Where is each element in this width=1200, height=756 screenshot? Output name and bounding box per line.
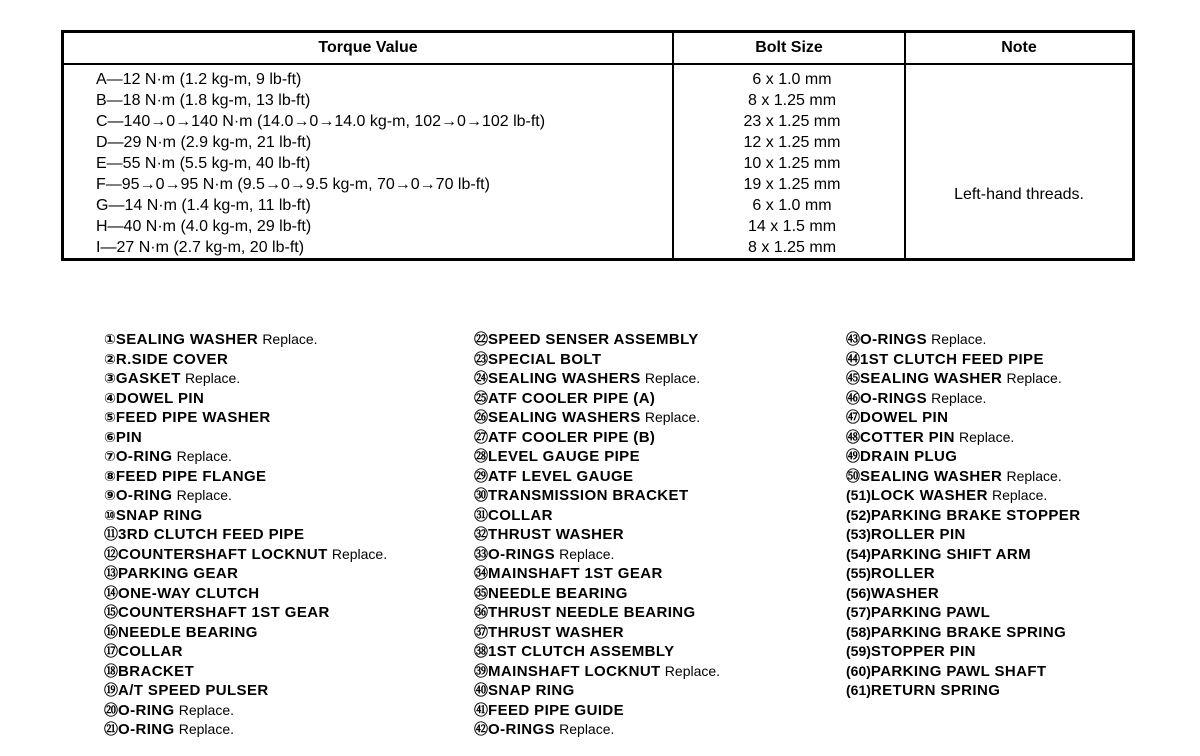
legend-item-number: ㉝ (474, 545, 488, 562)
legend-item (846, 369, 1080, 389)
legend-item (474, 584, 720, 604)
legend-item-number: ③ (104, 370, 116, 386)
legend-item-part-name: 1ST CLUTCH FEED PIPE (860, 350, 1044, 368)
legend-item-number: ㉓ (474, 350, 488, 367)
legend-item (846, 623, 1080, 643)
legend-item-part-name: BRACKET (118, 662, 195, 680)
legend-item-number: ⑲ (104, 682, 118, 698)
legend-item-number: ㉑ (104, 721, 118, 737)
legend-item (846, 584, 1080, 604)
legend-item-note: Replace. (931, 331, 987, 347)
legend-item-number: ㊲ (474, 623, 488, 640)
legend-item (474, 642, 720, 662)
legend-item (474, 447, 720, 467)
legend-item-part-name: O-RINGS (860, 331, 927, 348)
legend-item (104, 408, 387, 428)
legend-item-number: (57) (846, 604, 871, 620)
legend-item-number: ㊳ (474, 643, 488, 659)
bolt-size-row: 12 x 1.25 mm (743, 134, 841, 151)
legend-item-part-name: MAINSHAFT 1ST GEAR (488, 565, 663, 582)
parts-legend-column-3 (846, 330, 1080, 701)
legend-item (104, 603, 387, 623)
legend-item-part-name: FEED PIPE WASHER (115, 409, 271, 426)
legend-item-number: ㊹ (846, 350, 860, 367)
legend-item (104, 428, 387, 448)
legend-item (474, 428, 720, 448)
legend-item-number: ⑫ (104, 545, 118, 562)
torque-value-row: I—27 N·m (2.7 kg-m, 20 lb-ft) (96, 239, 305, 256)
legend-item-part-name: ONE-WAY CLUTCH (118, 584, 260, 602)
legend-item-part-name: THRUST WASHER (488, 526, 625, 543)
legend-item-number: ㊺ (846, 370, 860, 386)
parts-legend-column-2 (474, 330, 720, 740)
legend-item-number: ㉖ (474, 409, 488, 425)
legend-item (474, 330, 720, 350)
torque-value-list (64, 65, 672, 258)
legend-item-number: ㉜ (474, 526, 488, 542)
torque-value-row: D—29 N·m (2.9 kg-m, 21 lb-ft) (96, 134, 312, 151)
legend-item-note: Replace. (644, 409, 701, 425)
legend-item-number: (56) (846, 584, 871, 601)
legend-item-note: Replace. (991, 487, 1048, 503)
legend-item-number: ㊴ (474, 662, 488, 679)
legend-item (104, 584, 387, 604)
legend-item (104, 330, 387, 350)
legend-item-number: ㊵ (474, 682, 488, 698)
legend-item-number: ⑳ (104, 701, 118, 718)
torque-table (61, 30, 1135, 261)
legend-item-part-name: O-RINGS (860, 389, 927, 407)
legend-item-note: Replace. (176, 448, 232, 464)
legend-item (104, 467, 387, 487)
note-cell (905, 64, 1134, 260)
header-note: Note (905, 32, 1134, 65)
legend-item (474, 720, 720, 740)
legend-item-part-name: GASKET (115, 370, 181, 387)
legend-item (474, 389, 720, 409)
legend-item-part-name: RETURN SPRING (870, 682, 1001, 699)
legend-item-number: (60) (846, 662, 871, 679)
bolt-size-row: 10 x 1.25 mm (743, 155, 841, 172)
legend-item-part-name: NEEDLE BEARING (488, 584, 628, 602)
legend-item (474, 681, 720, 701)
legend-item (474, 623, 720, 643)
legend-item-number: ㉘ (474, 448, 488, 464)
legend-item-part-name: DOWEL PIN (115, 389, 205, 407)
legend-item (846, 389, 1080, 409)
torque-value-row: G—14 N·m (1.4 kg-m, 11 lb-ft) (96, 197, 311, 214)
legend-item-note: Replace. (1006, 370, 1062, 386)
legend-item (474, 506, 720, 526)
legend-item-number: (61) (846, 682, 871, 698)
torque-table-body-row (63, 64, 1134, 260)
legend-item (474, 603, 720, 623)
legend-item-part-name: NEEDLE BEARING (118, 623, 258, 641)
legend-item-part-name: PARKING BRAKE STOPPER (870, 506, 1081, 524)
legend-item-note: Replace. (1006, 467, 1062, 484)
legend-item-number: ⑧ (104, 467, 116, 484)
legend-item (846, 330, 1080, 350)
legend-item-number: ⑦ (104, 448, 116, 464)
legend-item (846, 486, 1080, 506)
legend-item-number: (59) (846, 643, 871, 659)
legend-item (474, 486, 720, 506)
legend-item-number: ① (104, 331, 116, 347)
legend-item-note: Replace. (931, 389, 987, 406)
legend-item-number: ㊽ (846, 428, 860, 445)
legend-item-part-name: O-RING (118, 701, 175, 719)
bolt-size-row: 6 x 1.0 mm (752, 197, 832, 214)
legend-item-part-name: SEALING WASHER (860, 370, 1003, 387)
bolt-size-row: 14 x 1.5 mm (747, 218, 837, 235)
legend-item-number: ㊻ (846, 389, 860, 406)
legend-item (846, 467, 1080, 487)
legend-item-number: ㊶ (474, 701, 488, 718)
torque-value-row: F—95→0→95 N·m (9.5→0→9.5 kg-m, 70→0→70 lb-ft) (96, 176, 490, 193)
legend-item-part-name: ATF LEVEL GAUGE (488, 467, 634, 485)
legend-item-part-name: FEED PIPE FLANGE (115, 467, 267, 485)
legend-item-number: ㊿ (846, 467, 860, 484)
bolt-size-row: 8 x 1.25 mm (747, 239, 837, 256)
legend-item (846, 350, 1080, 370)
legend-item (474, 564, 720, 584)
legend-item-note: Replace. (184, 370, 241, 386)
legend-item-number: ㉗ (474, 428, 488, 445)
legend-item (104, 506, 387, 526)
legend-item (104, 623, 387, 643)
legend-item-number: ⑮ (104, 604, 118, 620)
bolt-size-list (674, 65, 904, 258)
legend-item-part-name: O-RING (118, 721, 175, 738)
header-torque-value: Torque Value (63, 32, 674, 65)
legend-item-part-name: DOWEL PIN (860, 409, 949, 426)
legend-item (104, 662, 387, 682)
legend-item-part-name: COTTER PIN (860, 428, 955, 446)
torque-value-row: A—12 N·m (1.2 kg-m, 9 lb-ft) (96, 71, 302, 88)
legend-item (474, 350, 720, 370)
torque-value-row: H—40 N·m (4.0 kg-m, 29 lb-ft) (96, 218, 312, 235)
torque-value-cell (63, 64, 674, 260)
legend-item (104, 525, 387, 545)
legend-item (104, 564, 387, 584)
legend-item-note: Replace. (559, 721, 615, 737)
legend-item-part-name: ROLLER (870, 565, 935, 582)
torque-value-row: C—140→0→140 N·m (14.0→0→14.0 kg-m, 102→0→102 lb-ft) (96, 113, 546, 130)
legend-item-number: ⑯ (104, 623, 118, 640)
legend-item (104, 701, 387, 721)
legend-item-part-name: SEALING WASHERS (488, 409, 641, 426)
legend-item (846, 642, 1080, 662)
legend-item (474, 408, 720, 428)
legend-item-number: (58) (846, 623, 871, 640)
legend-item (474, 369, 720, 389)
torque-value-row: E—55 N·m (5.5 kg-m, 40 lb-ft) (96, 155, 311, 172)
legend-item-number: ⑪ (104, 526, 118, 542)
bolt-size-row: 6 x 1.0 mm (752, 71, 832, 88)
legend-item-number: ⑥ (104, 428, 116, 445)
legend-item-part-name: O-RINGS (488, 545, 555, 563)
legend-item-number: ㉞ (474, 565, 488, 581)
legend-item (846, 681, 1080, 701)
legend-item-part-name: R.SIDE COVER (115, 350, 229, 368)
legend-item-part-name: FEED PIPE GUIDE (488, 701, 625, 719)
legend-item-number: ⑬ (104, 565, 118, 581)
legend-item-number: ㉔ (474, 370, 488, 386)
legend-item (846, 447, 1080, 467)
legend-item-number: ④ (104, 389, 116, 406)
legend-item-number: ⑨ (104, 487, 116, 503)
legend-item (104, 447, 387, 467)
legend-item-part-name: 1ST CLUTCH ASSEMBLY (488, 643, 675, 660)
legend-item-part-name: TRANSMISSION BRACKET (488, 487, 689, 504)
legend-item (846, 506, 1080, 526)
bolt-size-row: 19 x 1.25 mm (743, 176, 841, 193)
legend-item-part-name: COUNTERSHAFT 1ST GEAR (118, 604, 330, 621)
legend-item (474, 467, 720, 487)
legend-item (474, 701, 720, 721)
legend-item-number: ⑰ (104, 643, 118, 659)
legend-item-number: ㉒ (474, 331, 488, 347)
legend-item-note: Replace. (262, 331, 318, 347)
legend-item (104, 545, 387, 565)
legend-item-part-name: O-RING (115, 448, 173, 465)
legend-item-part-name: PARKING BRAKE SPRING (870, 623, 1067, 641)
legend-item-part-name: PARKING PAWL SHAFT (870, 662, 1047, 680)
torque-table-header-row (63, 32, 1134, 65)
legend-item-number: ㉚ (474, 487, 488, 503)
legend-item-part-name: ATF COOLER PIPE (A) (488, 389, 656, 407)
legend-item-note: Replace. (664, 662, 721, 679)
legend-item-number: ㉛ (474, 506, 488, 523)
legend-item-note: Replace. (959, 428, 1015, 445)
legend-item (474, 545, 720, 565)
legend-item (104, 720, 387, 740)
legend-item (846, 525, 1080, 545)
legend-item-number: (53) (846, 526, 871, 542)
legend-item (474, 662, 720, 682)
legend-item-part-name: PARKING SHIFT ARM (870, 545, 1032, 563)
legend-item-note: Replace. (559, 545, 615, 562)
legend-item-part-name: STOPPER PIN (870, 643, 976, 660)
legend-item (846, 662, 1080, 682)
bolt-size-row: 8 x 1.25 mm (747, 92, 837, 109)
legend-item-part-name: PIN (115, 428, 143, 446)
legend-item (846, 408, 1080, 428)
legend-item-part-name: O-RING (115, 487, 173, 504)
legend-item-part-name: THRUST NEEDLE BEARING (488, 604, 696, 621)
legend-item-part-name: 3RD CLUTCH FEED PIPE (118, 526, 305, 543)
legend-item-part-name: SNAP RING (488, 682, 575, 699)
legend-item-part-name: ROLLER PIN (870, 526, 966, 543)
legend-item-part-name: DRAIN PLUG (860, 448, 958, 465)
parts-legend-column-1 (104, 330, 387, 740)
legend-item-number: ㉙ (474, 467, 488, 484)
legend-item-part-name: LEVEL GAUGE PIPE (488, 448, 640, 465)
legend-item-number: ㉟ (474, 584, 488, 601)
legend-item-number: ㊾ (846, 448, 860, 464)
legend-item (846, 428, 1080, 448)
legend-item-number: ㉕ (474, 389, 488, 406)
note-text: Left-hand threads. (954, 185, 1084, 203)
legend-item-part-name: SEALING WASHER (115, 331, 259, 348)
legend-item-part-name: SPEED SENSER ASSEMBLY (488, 331, 699, 348)
legend-item-number: (54) (846, 545, 871, 562)
legend-item-part-name: THRUST WASHER (488, 623, 625, 641)
legend-item (104, 369, 387, 389)
legend-item-part-name: LOCK WASHER (870, 487, 988, 504)
legend-item-part-name: PARKING PAWL (870, 604, 991, 621)
legend-item-number: (51) (846, 487, 871, 503)
legend-item (846, 545, 1080, 565)
legend-item-note: Replace. (178, 701, 235, 718)
legend-item-note: Replace. (644, 370, 701, 386)
legend-item-note: Replace. (176, 487, 232, 503)
legend-item-number: ㊷ (474, 721, 488, 737)
legend-item-part-name: SNAP RING (115, 506, 203, 524)
legend-item-note: Replace. (178, 721, 235, 737)
legend-item-number: ㊸ (846, 331, 860, 347)
legend-item-part-name: SEALING WASHERS (488, 370, 641, 387)
legend-item-part-name: O-RINGS (488, 721, 555, 738)
legend-item (104, 486, 387, 506)
legend-item-part-name: ATF COOLER PIPE (B) (488, 428, 656, 446)
legend-item-part-name: COLLAR (118, 643, 183, 660)
legend-item-part-name: COLLAR (488, 506, 553, 524)
legend-item (846, 603, 1080, 623)
legend-item-part-name: MAINSHAFT LOCKNUT (488, 662, 661, 680)
legend-item-number: ⑭ (104, 584, 118, 601)
legend-item-number: ㊼ (846, 409, 860, 425)
torque-value-row: B—18 N·m (1.8 kg-m, 13 lb-ft) (96, 92, 311, 109)
legend-item (846, 564, 1080, 584)
legend-item (104, 681, 387, 701)
legend-item-number: ㊱ (474, 604, 488, 620)
legend-item-number: ② (104, 350, 116, 367)
legend-item-note: Replace. (331, 545, 388, 562)
header-bolt-size: Bolt Size (673, 32, 905, 65)
legend-item (104, 389, 387, 409)
legend-item (474, 525, 720, 545)
legend-item-number: (52) (846, 506, 871, 523)
legend-item-part-name: SEALING WASHER (860, 467, 1003, 485)
legend-item-part-name: SPECIAL BOLT (488, 350, 602, 368)
legend-item (104, 350, 387, 370)
legend-item-part-name: WASHER (870, 584, 940, 602)
legend-item-part-name: PARKING GEAR (118, 565, 239, 582)
bolt-size-cell (673, 64, 905, 260)
legend-item-number: ⑩ (104, 506, 116, 523)
legend-item-number: ⑤ (104, 409, 116, 425)
legend-item (104, 642, 387, 662)
bolt-size-row: 23 x 1.25 mm (743, 113, 841, 130)
legend-item-part-name: COUNTERSHAFT LOCKNUT (118, 545, 328, 563)
legend-item-number: (55) (846, 565, 871, 581)
legend-item-part-name: A/T SPEED PULSER (118, 682, 269, 699)
legend-item-number: ⑱ (104, 662, 118, 679)
